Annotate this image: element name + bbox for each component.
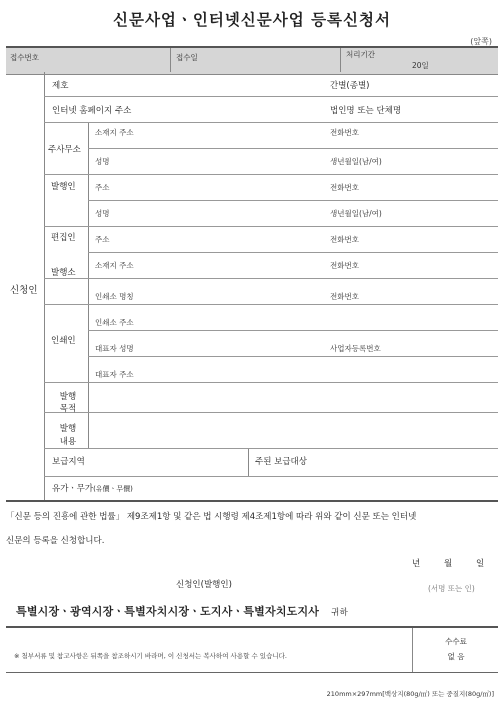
divider [170, 48, 171, 72]
row-line [88, 356, 498, 357]
publishing-office-phone-label: 전화번호 [330, 261, 359, 270]
applicant-label: 신청인 [10, 285, 38, 296]
corp-name-label: 법인명 또는 단체명 [330, 106, 402, 116]
printer-label: 인쇄인 [51, 336, 76, 346]
row-line [44, 412, 498, 413]
homepage-label: 인터넷 홈페이지 주소 [52, 106, 132, 116]
divider [412, 628, 413, 672]
fee-value: 없 음 [447, 652, 465, 661]
row-line [44, 278, 498, 279]
row-line [44, 304, 498, 305]
representative-address-label: 대표자 주소 [95, 370, 134, 379]
interval-label: 간별(종별) [330, 81, 370, 91]
row-line [44, 122, 498, 123]
divider [44, 72, 45, 500]
declaration-line2: 신문의 등록을 신청합니다. [6, 536, 105, 546]
row-line [88, 252, 498, 253]
editor-address-label: 주소 [95, 235, 110, 244]
row-line [88, 200, 498, 201]
fee-label: 수수료 [445, 637, 467, 646]
main-office-label: 주사무소 [48, 145, 81, 155]
table-bottom-border [6, 500, 498, 502]
row-line [44, 382, 498, 383]
form-title: 신문사업ㆍ인터넷신문사업 등록신청서 [113, 11, 391, 29]
purpose-label-line1: 발행 [59, 392, 77, 402]
divider [248, 448, 249, 476]
content-label-line2: 내용 [59, 437, 77, 447]
divider [340, 48, 341, 72]
row-line [44, 448, 498, 449]
print-shop-address-label: 인쇄소 주소 [95, 318, 134, 327]
row-line [44, 476, 498, 477]
receipt-no-label: 접수번호 [10, 53, 39, 62]
publisher-birthdate-label: 생년월일(남/여) [330, 157, 382, 166]
row-line [44, 96, 498, 97]
addressee-text [16, 603, 348, 619]
publisher-address-label: 주소 [95, 183, 110, 192]
print-shop-name-label: 인쇄소 명칭 [95, 292, 134, 301]
editor-birthdate-label: 생년월일(남/여) [330, 209, 382, 218]
receipt-date-label: 접수일 [176, 53, 198, 62]
editor-name-label: 성명 [95, 209, 110, 218]
distribution-area-label: 보급지역 [52, 457, 85, 467]
newspaper-name-label: 제호 [52, 81, 69, 91]
editor-label: 편집인 [51, 233, 76, 243]
row-line [88, 148, 498, 149]
date-month-label: 월 [444, 559, 453, 569]
purpose-label-line2: 목적 [59, 404, 77, 414]
main-target-label: 주된 보급대상 [255, 457, 307, 467]
print-shop-phone-label: 전화번호 [330, 292, 359, 301]
publishing-office-location-label: 소재지 주소 [95, 261, 134, 270]
representative-name-label: 대표자 성명 [95, 344, 134, 353]
paid-free-text: 유가ㆍ무가 [52, 484, 94, 494]
publishing-office-label: 발행소 [51, 268, 76, 278]
applicant-publisher-label: 신청인(발행인) [176, 580, 232, 590]
row-line [88, 330, 498, 331]
publisher-label: 발행인 [51, 182, 76, 192]
publisher-name-label: 성명 [95, 157, 110, 166]
row-line [44, 226, 498, 227]
row-line [44, 174, 498, 175]
editor-phone-label: 전화번호 [330, 235, 359, 244]
paid-free-note: (유價ㆍ무價) [93, 485, 133, 493]
page-side-note: (앞쪽) [470, 37, 492, 46]
paper-spec: 210mm×297mm[백상지(80g/㎡) 또는 중질지(80g/㎡)] [326, 690, 494, 698]
footer-bottom-border [6, 672, 498, 673]
date-year-label: 년 [412, 559, 421, 569]
processing-period-label: 처리기간 [346, 50, 375, 59]
divider [88, 122, 89, 448]
declaration-line1: 「신문 등의 진흥에 관한 법률」 제9조제1항 및 같은 법 시행령 제4조제1항에 따라 위와 같이 신문 또는 인터넷 [6, 512, 417, 522]
business-reg-no-label: 사업자등록번호 [330, 344, 381, 353]
signature-placeholder: (서명 또는 인) [428, 584, 475, 593]
main-office-location-label: 소재지 주소 [95, 128, 134, 137]
footer-top-border [6, 626, 498, 628]
addressee-name: 특별시장ㆍ광역시장ㆍ특별자치시장ㆍ도지사ㆍ특별자치도지사 [16, 605, 320, 618]
addressee-suffix: 귀하 [331, 608, 348, 618]
publisher-phone-label: 전화번호 [330, 183, 359, 192]
processing-days-value: 20일 [412, 61, 429, 70]
main-office-phone-label: 전화번호 [330, 128, 359, 137]
content-label-line1: 발행 [59, 424, 77, 434]
date-day-label: 일 [476, 559, 485, 569]
footer-note: ※ 첨부서류 및 참고사항은 뒤쪽을 참조하시기 바라며, 이 신청서는 복사하여 사용할 수 있습니다. [14, 652, 287, 660]
paid-free-label [52, 482, 133, 494]
